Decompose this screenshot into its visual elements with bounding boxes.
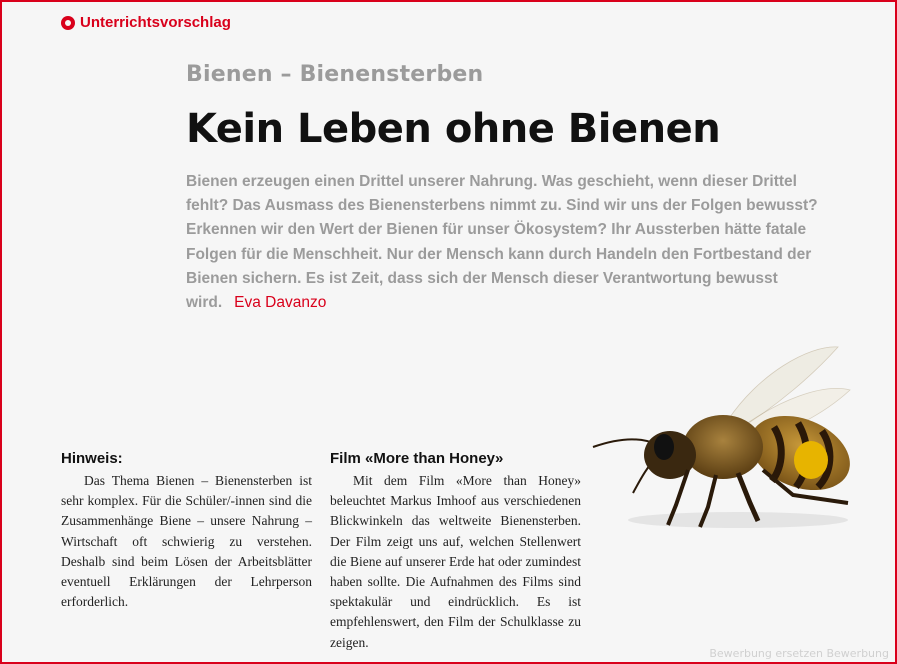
author-name: Eva Davanzo [234,294,327,312]
hinweis-body: Das Thema Bienen – Bienensterben ist sehr komplex. Für die Schüler/-innen sind die Zusammenhänge Biene – unsere Nahrung – Wirtschaft oft schwierig zu verstehen. Deshalb sind beim Lösen der Arbeitsblätter eventuell Erklärungen der Lehrperson erforderlich. [61,473,312,610]
article-lead [186,170,826,315]
hinweis-column [61,450,312,612]
section-label: Unterrichtsvorschlag [80,14,231,31]
watermark: Bewerbung ersetzen Bewerbung [709,647,889,660]
lead-text: Bienen erzeugen einen Drittel unserer Nahrung. Was geschieht, wenn dieser Drittel fehlt? Das Ausmass des Bienensterbens nimmt zu. Sind wir uns der Folgen bewusst? Erkennen wir den Wert der Bienen für unser Ökosystem? Ihr Aussterben hätte fatale Folgen für die Menschheit. Nur der Mensch kann durch Handeln den Fortbestand der Bienen sichern. Es ist Zeit, dass sich der Mensch dieser Verantwortung bewusst wird. [186,173,818,312]
honey-bee-photo [588,335,868,535]
film-column [330,450,581,653]
film-body: Mit dem Film «More than Honey» beleuchtet Markus Imhoof aus verschiedenen Blickwinkeln das weltweite Bienensterben. Der Film zeigt uns auf, welchen Stellenwert die Biene auf unserer Erde hat oder zumindest haben sollte. Die Aufnahmen des Films sind spektakulär und eindrücklich. Es ist empfehlenswert, den Film der Schulklasse zu zeigen. [330,473,581,650]
section-tag [61,14,231,31]
article-headline: Kein Leben ohne Bienen [186,106,721,152]
article-kicker: Bienen – Bienensterben [186,62,484,87]
hinweis-heading: Hinweis: [61,450,123,467]
film-heading: Film «More than Honey» [330,450,504,467]
circle-ring-icon [61,16,75,30]
